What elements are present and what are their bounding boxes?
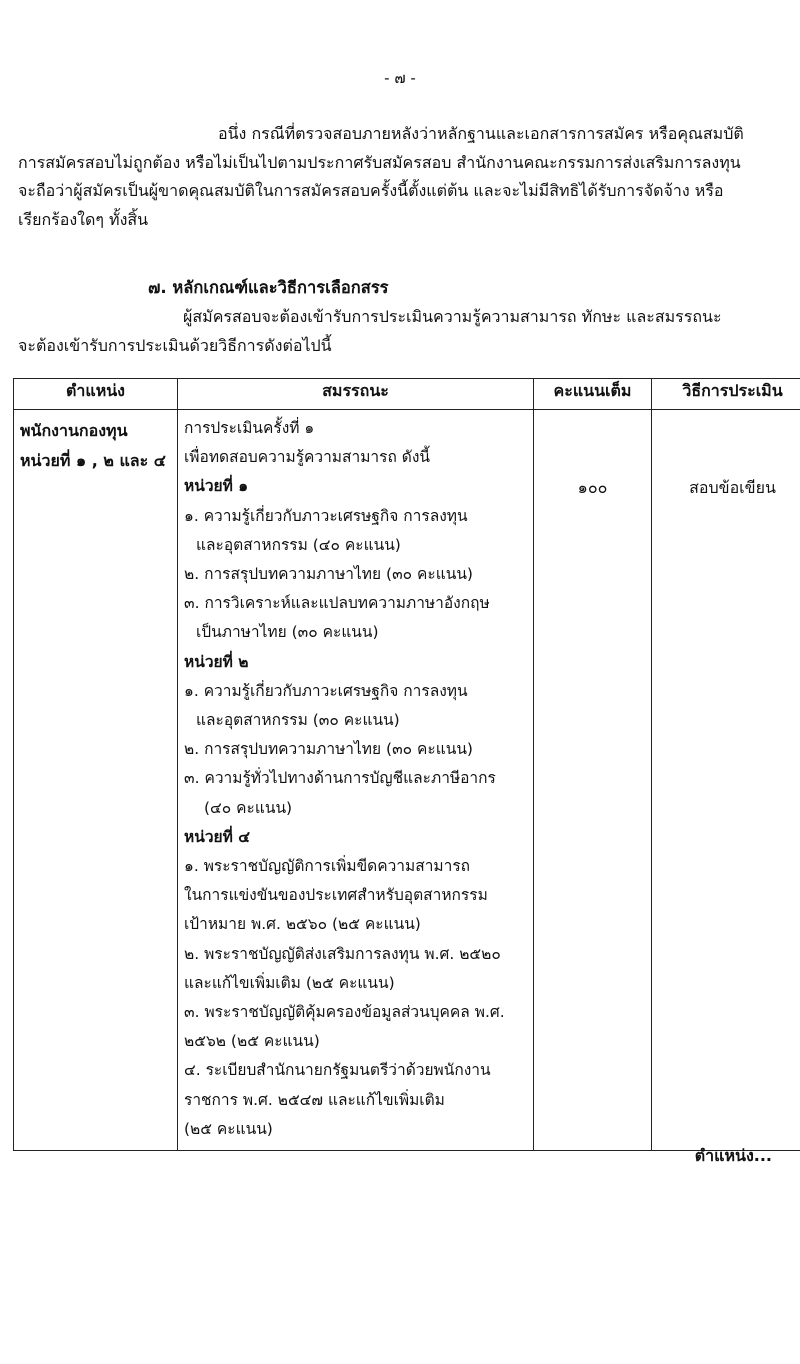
paragraph-line: อนึ่ง กรณีที่ตรวจสอบภายหลังว่าหลักฐานและเอกสารการสมัคร หรือคุณสมบัติ <box>218 124 744 143</box>
list-item: และอุตสาหกรรม (๔๐ คะแนน) <box>196 535 401 554</box>
header-full-score: คะแนนเต็ม <box>534 379 652 410</box>
header-method: วิธีการประเมิน <box>652 379 800 410</box>
list-item: ๓. ความรู้ทั่วไปทางด้านการบัญชีและภาษีอากร <box>184 769 496 788</box>
list-item: ๒. การสรุปบทความภาษาไทย (๓๐ คะแนน) <box>184 565 473 584</box>
list-item: ๑. ความรู้เกี่ยวกับภาวะเศรษฐกิจ การลงทุน <box>184 506 468 525</box>
header-position: ตำแหน่ง <box>14 379 178 410</box>
position-title: พนักงานกองทุน <box>20 421 128 440</box>
paragraph-line: เรียกร้องใดๆ ทั้งสิ้น <box>18 209 149 229</box>
list-item: ๒. การสรุปบทความภาษาไทย (๓๐ คะแนน) <box>184 740 473 759</box>
list-item: ราชการ พ.ศ. ๒๕๔๗ และแก้ไขเพิ่มเติม <box>184 1090 445 1109</box>
list-item: ในการแข่งขันของประเทศสำหรับอุตสาหกรรม <box>184 886 488 905</box>
list-item: เป็นภาษาไทย (๓๐ คะแนน) <box>196 623 379 642</box>
evaluation-purpose: เพื่อทดสอบความรู้ความสามารถ ดังนี้ <box>184 448 430 467</box>
intro-paragraph <box>18 302 778 360</box>
header-competency: สมรรถนะ <box>178 379 534 410</box>
unit-1-title: หน่วยที่ ๑ <box>184 477 249 496</box>
paragraph-line: การสมัครสอบไม่ถูกต้อง หรือไม่เป็นไปตามประกาศรับสมัครสอบ สำนักงานคณะกรรมการส่งเสริมการลงทุน <box>18 152 741 172</box>
unit-2-title: หน่วยที่ ๒ <box>184 652 249 671</box>
list-item: ๔. ระเบียบสำนักนายกรัฐมนตรีว่าด้วยพนักงาน <box>184 1061 491 1080</box>
list-item: ๑. ความรู้เกี่ยวกับภาวะเศรษฐกิจ การลงทุน <box>184 681 468 700</box>
list-item: ๓. พระราชบัญญัติคุ้มครองข้อมูลส่วนบุคคล พ.ศ. <box>184 1003 505 1022</box>
continue-label: ตำแหน่ง... <box>694 1146 772 1165</box>
list-item: (๒๕ คะแนน) <box>184 1119 273 1138</box>
page-number: - ๗ - <box>384 69 416 87</box>
intro-line: ผู้สมัครสอบจะต้องเข้ารับการประเมินความรู้ความสามารถ ทักษะ และสมรรถนะ <box>183 307 722 326</box>
list-item: ๒. พระราชบัญญัติส่งเสริมการลงทุน พ.ศ. ๒๕๒๐ <box>184 944 501 963</box>
section-heading: ๗. หลักเกณฑ์และวิธีการเลือกสรร <box>148 278 389 297</box>
list-item: และแก้ไขเพิ่มเติม (๒๕ คะแนน) <box>184 973 395 992</box>
list-item: (๔๐ คะแนน) <box>204 798 293 817</box>
intro-line: จะต้องเข้ารับการประเมินด้วยวิธีการดังต่อไปนี้ <box>18 336 332 355</box>
table-row <box>14 410 800 1151</box>
list-item: และอุตสาหกรรม (๓๐ คะแนน) <box>196 711 400 730</box>
competency-cell <box>178 410 534 1151</box>
paragraph-disqualification <box>18 120 778 234</box>
full-score-cell: ๑๐๐ <box>534 410 652 1151</box>
evaluation-table <box>13 378 800 1151</box>
position-units: หน่วยที่ ๑ , ๒ และ ๔ <box>20 451 166 470</box>
position-cell <box>14 410 178 1151</box>
list-item: เป้าหมาย พ.ศ. ๒๕๖๐ (๒๕ คะแนน) <box>184 915 421 934</box>
table-header-row <box>14 379 800 410</box>
method-cell: สอบข้อเขียน <box>652 410 800 1151</box>
list-item: ๒๕๖๒ (๒๕ คะแนน) <box>184 1032 320 1051</box>
list-item: ๑. พระราชบัญญัติการเพิ่มขีดความสามารถ <box>184 857 471 876</box>
evaluation-round: การประเมินครั้งที่ ๑ <box>184 419 315 437</box>
unit-4-title: หน่วยที่ ๔ <box>184 827 250 846</box>
paragraph-line: จะถือว่าผู้สมัครเป็นผู้ขาดคุณสมบัติในการสมัครสอบครั้งนี้ตั้งแต่ต้น และจะไม่มีสิทธิได้รับการจัดจ้าง หรือ <box>18 181 724 200</box>
list-item: ๓. การวิเคราะห์และแปลบทความภาษาอังกฤษ <box>184 594 490 613</box>
